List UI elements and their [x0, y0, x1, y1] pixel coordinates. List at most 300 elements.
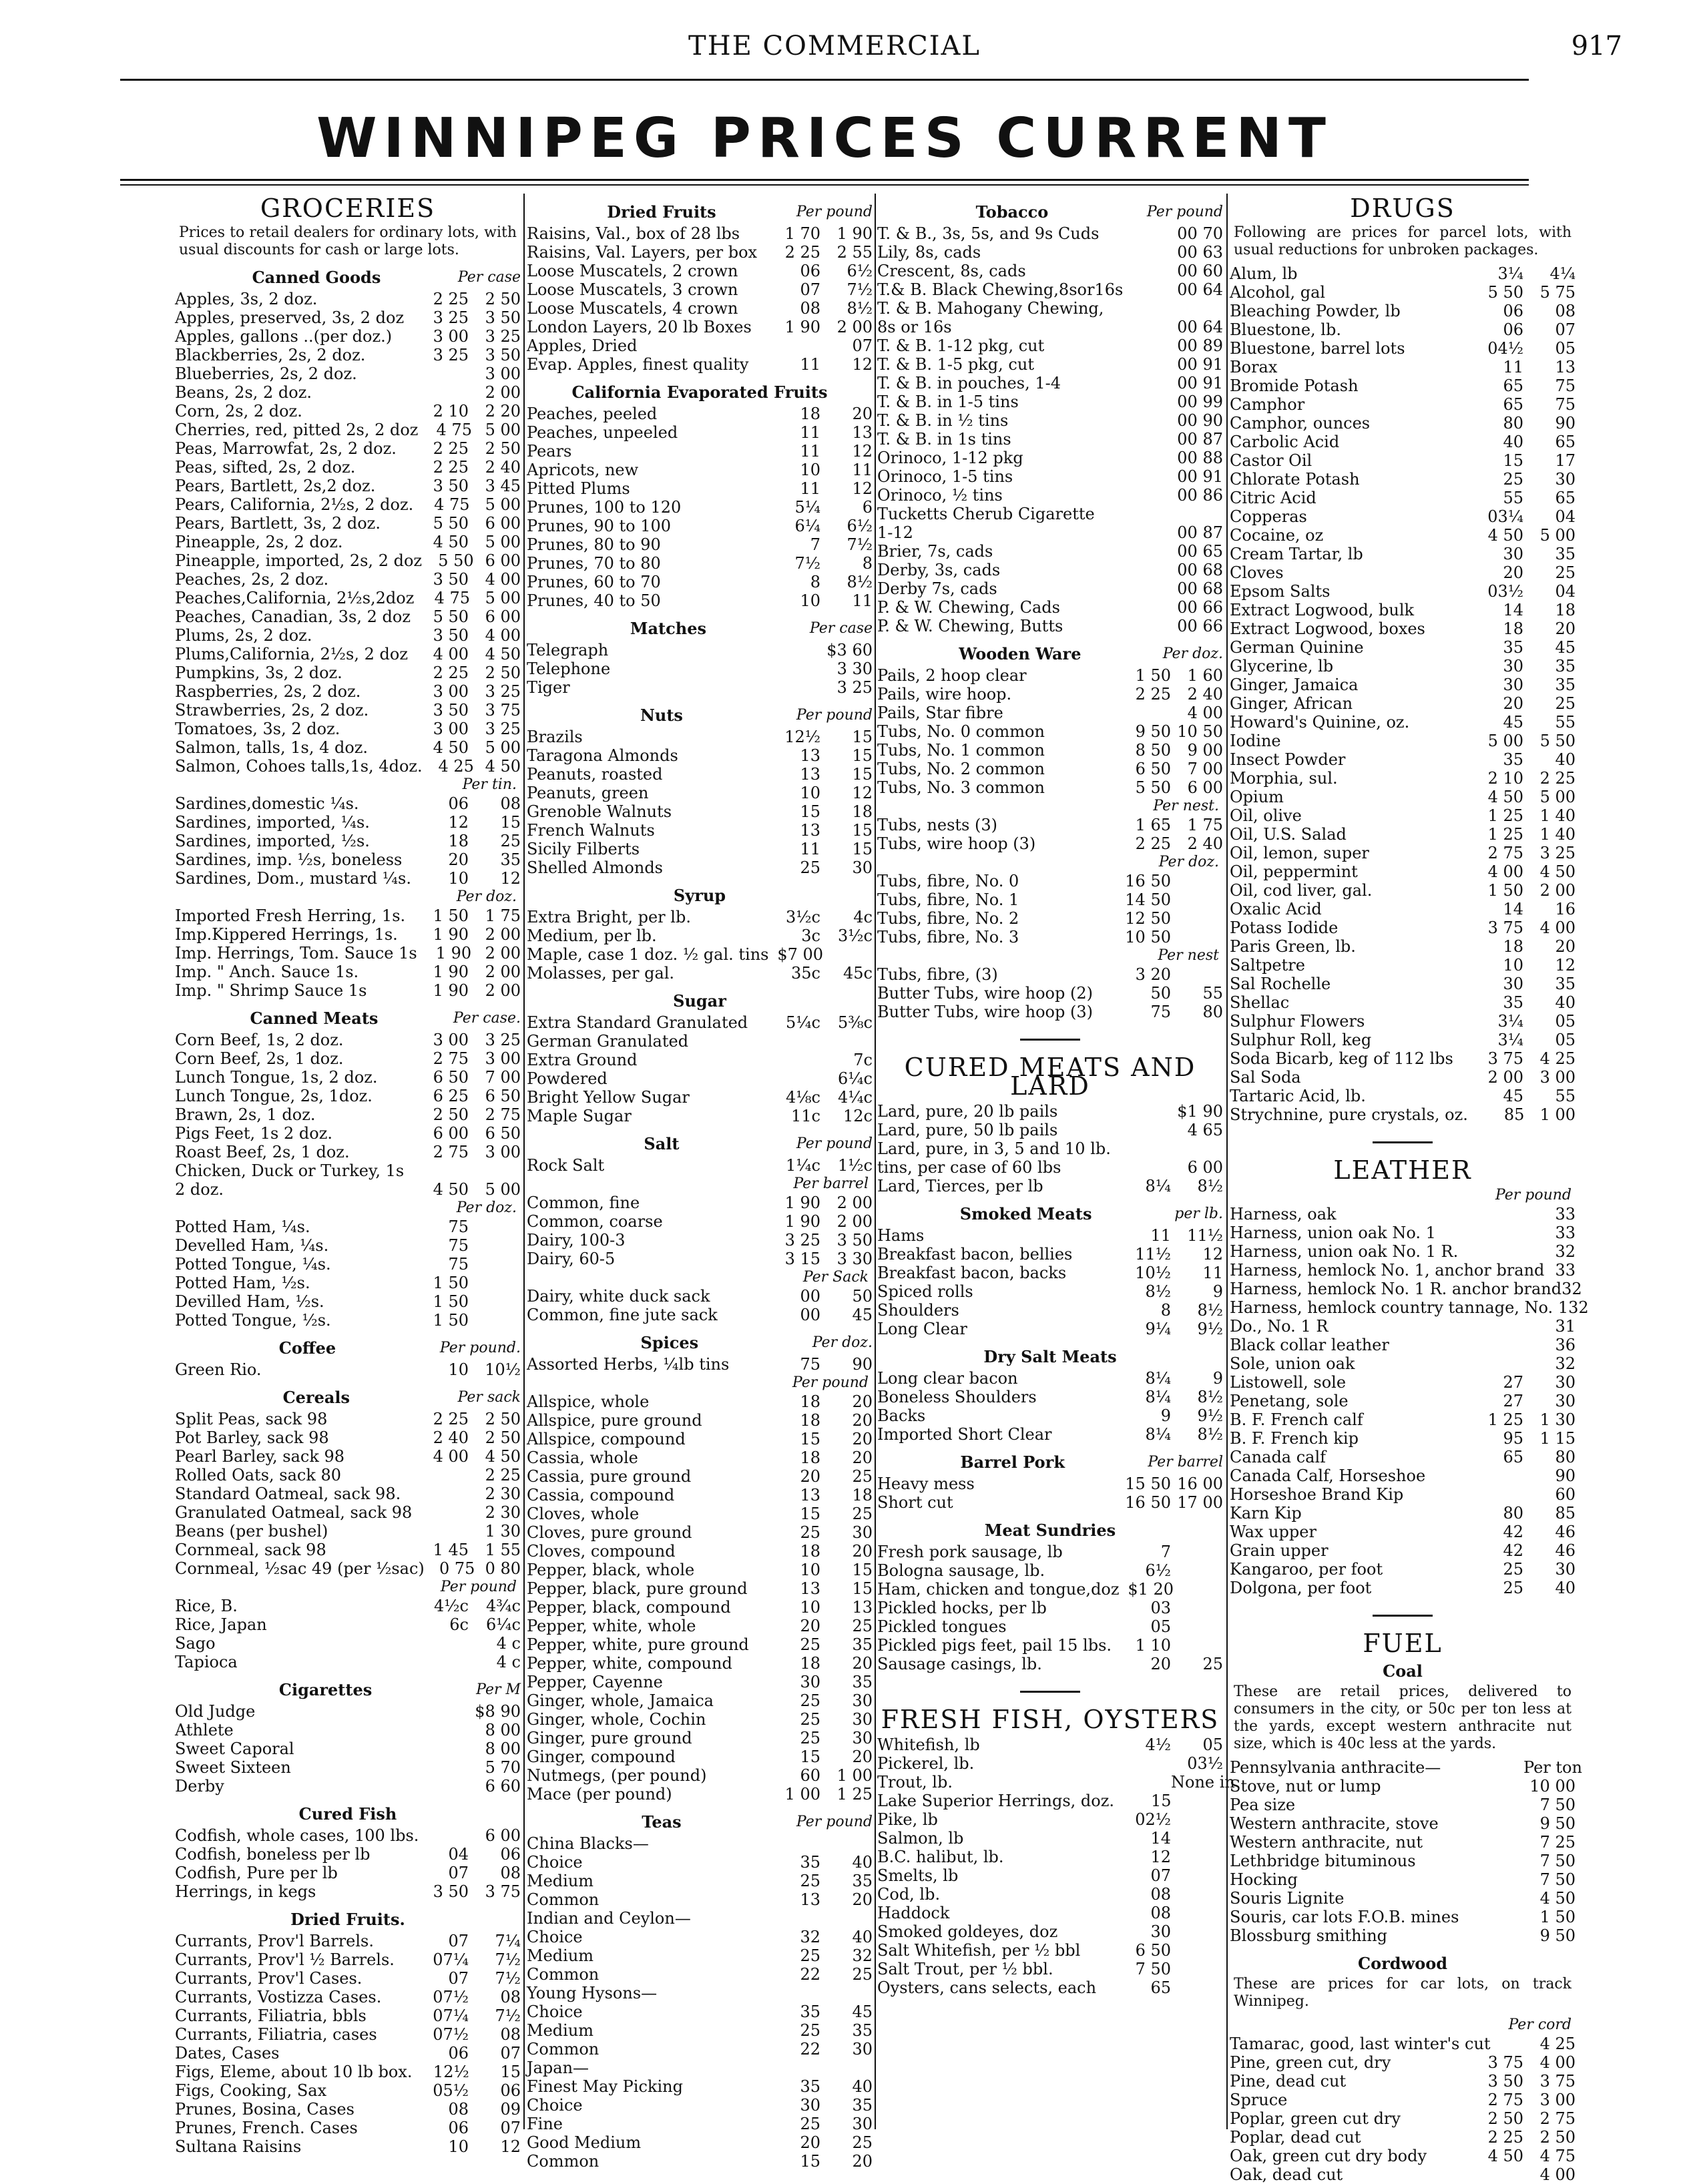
- price-high: 00 64: [1177, 280, 1223, 299]
- price-high: 46: [1555, 1541, 1576, 1560]
- price-low: 8½: [1145, 1282, 1171, 1301]
- price-low: 3 50: [433, 477, 469, 495]
- price-high: 09: [500, 2100, 521, 2119]
- price-low: 15: [800, 1430, 820, 1448]
- item-name: Sal Soda: [1230, 1068, 1301, 1087]
- price-high: 08: [500, 1988, 521, 2006]
- price-high: 8½: [1197, 1425, 1223, 1444]
- item-name: Granulated Oatmeal, sack 98: [175, 1503, 413, 1522]
- price-low: 2 40: [433, 1428, 469, 1447]
- price-row: [527, 2152, 873, 2171]
- price-row: [175, 1428, 521, 1447]
- section-heading: FRESH FISH, OYSTERS: [881, 1705, 1220, 1734]
- subsection-heading: [877, 1521, 1223, 1540]
- price-row: [877, 1810, 1223, 1829]
- price-low: 5 50: [438, 551, 474, 570]
- price-high: 7c: [853, 1051, 873, 1069]
- price-low: [1114, 336, 1171, 355]
- price-high: 25: [852, 2133, 873, 2152]
- price-row: [527, 2115, 873, 2133]
- item-name: Prunes, 90 to 100: [527, 517, 672, 535]
- item-name: Extract Logwood, boxes: [1230, 619, 1425, 638]
- item-name: Orinoco, 1-5 tins: [877, 467, 1013, 486]
- item-name: Morphia, sul.: [1230, 769, 1338, 788]
- price-low: 2 25: [433, 1410, 469, 1428]
- price-row: [527, 1430, 873, 1448]
- subsection-title: Dried Fruits.: [290, 1910, 405, 1929]
- price-low: [1466, 1870, 1523, 1889]
- price-row: [1230, 1410, 1576, 1429]
- price-high: [820, 1032, 873, 1051]
- price-high: 18: [1555, 601, 1576, 619]
- item-name: Medium: [527, 2021, 594, 2040]
- price-row: [175, 439, 521, 458]
- subsection-heading: [175, 1009, 521, 1028]
- price-high: 2 00: [485, 383, 521, 402]
- price-row: [1230, 283, 1576, 302]
- price-row: [175, 738, 521, 757]
- price-high: 2 20: [485, 402, 521, 421]
- subsection-heading: [527, 1334, 873, 1352]
- item-name: China Blacks—: [527, 1834, 649, 1853]
- price-high: [1171, 1848, 1223, 1866]
- price-row: [1230, 638, 1576, 657]
- price-high: 13: [852, 1598, 873, 1617]
- price-row: [527, 858, 873, 877]
- price-low: 1 25: [1487, 1410, 1523, 1429]
- price-row: [175, 533, 521, 551]
- item-name: Cod, lb.: [877, 1885, 941, 1904]
- price-row: [1230, 2072, 1576, 2091]
- item-name: Ginger, compound: [527, 1747, 676, 1766]
- item-name: Imp. " Anch. Sauce 1s.: [175, 963, 359, 981]
- price-row: [527, 1542, 873, 1561]
- item-name: Ginger, whole, Jamaica: [527, 1691, 714, 1710]
- price-low: 75: [448, 1217, 469, 1236]
- price-high: [1171, 1978, 1223, 1997]
- price-row: [175, 1988, 521, 2006]
- price-row: [1230, 1448, 1576, 1466]
- subsection-heading: [1230, 1954, 1576, 1973]
- price-low: 05½: [433, 2081, 469, 2100]
- price-high: 20: [852, 1747, 873, 1766]
- price-low: 6¼: [794, 517, 820, 535]
- price-low: 08: [448, 2100, 469, 2119]
- price-high: 3 25: [1539, 844, 1576, 862]
- price-high: 1 15: [1539, 1429, 1576, 1448]
- price-row: [877, 449, 1223, 467]
- item-name: Kangaroo, per foot: [1230, 1560, 1383, 1579]
- price-high: 12: [1555, 956, 1576, 975]
- item-name: Raisins, Val., box of 28 lbs: [527, 224, 740, 243]
- price-row: [527, 2002, 873, 2021]
- price-high: 36: [1555, 1336, 1576, 1354]
- price-high: [1171, 1885, 1223, 1904]
- price-low: 22: [800, 1965, 820, 1984]
- item-name: Rice, Japan: [175, 1615, 267, 1634]
- price-high: 45: [1555, 638, 1576, 657]
- price-row: [175, 1882, 521, 1901]
- price-low: 1 50: [433, 1292, 469, 1311]
- price-low: [1114, 1102, 1171, 1121]
- price-row: [527, 2096, 873, 2115]
- price-high: 32: [1555, 1242, 1576, 1261]
- price-high: 3 75: [485, 701, 521, 720]
- price-high: 25: [1202, 1655, 1223, 1673]
- price-row: [1230, 1261, 1576, 1280]
- item-name: Cherries, red, pitted 2s, 2 doz: [175, 421, 419, 439]
- price-row: [175, 1360, 521, 1379]
- item-name: Potted Ham, ¼s.: [175, 1217, 310, 1236]
- price-unit: Per pound: [796, 204, 873, 220]
- item-name: Sulphur Roll, keg: [1230, 1031, 1372, 1049]
- price-row: [1230, 1870, 1576, 1889]
- price-row: [175, 290, 521, 308]
- price-high: 33: [1555, 1223, 1576, 1242]
- price-low: 2 25: [433, 663, 469, 682]
- item-name: Bologna sausage, lb.: [877, 1561, 1045, 1580]
- item-name: Shoulders: [877, 1301, 959, 1320]
- price-high: 25: [500, 832, 521, 850]
- item-name: Tamarac, good, last winter's cut: [1230, 2034, 1491, 2053]
- price-row: [527, 1069, 873, 1088]
- price-row: [1230, 825, 1576, 844]
- price-row: [877, 984, 1223, 1003]
- price-row: [1230, 1012, 1576, 1031]
- item-name: Tubs, No. 1 common: [877, 741, 1045, 760]
- subsection-title: Meat Sundries: [984, 1521, 1116, 1540]
- price-low: [1114, 542, 1171, 561]
- subsection-heading: [175, 1388, 521, 1407]
- price-high: 2 25: [1539, 769, 1576, 788]
- price-row: [527, 2133, 873, 2152]
- item-name: Cassia, compound: [527, 1486, 675, 1505]
- price-row: [527, 1673, 873, 1691]
- item-name: Lard, pure, 20 lb pails: [877, 1102, 1058, 1121]
- item-name: Pine, dead cut: [1230, 2072, 1347, 2091]
- item-name: Breakfast bacon, backs: [877, 1264, 1067, 1282]
- price-high: 4 50: [485, 1447, 521, 1466]
- price-low: 2 25: [1135, 685, 1171, 704]
- price-row: [175, 1180, 521, 1199]
- item-name: Long Clear: [877, 1320, 967, 1338]
- item-name: Pennsylvania anthracite—: [1230, 1758, 1441, 1777]
- price-high: 30: [852, 1691, 873, 1710]
- price-high: $1 90: [1177, 1102, 1223, 1121]
- price-high: 4¼: [1549, 264, 1576, 283]
- price-high: 00 86: [1177, 486, 1223, 505]
- price-row: [527, 243, 873, 262]
- price-high: 75: [1555, 376, 1576, 395]
- item-name: Backs: [877, 1406, 926, 1425]
- item-name: Smoked goldeyes, doz: [877, 1922, 1058, 1941]
- price-row: [175, 421, 521, 439]
- price-high: 3 25: [485, 720, 521, 738]
- price-low: 45: [1503, 1087, 1523, 1105]
- price-row: [1230, 470, 1576, 489]
- price-high: 30: [1555, 1392, 1576, 1410]
- price-low: 11c: [791, 1107, 820, 1125]
- price-low: 4 00: [433, 645, 469, 663]
- price-low: 3 50: [433, 570, 469, 589]
- price-low: 3¼: [1497, 1012, 1523, 1031]
- price-high: [820, 1834, 873, 1853]
- item-name: Lunch Tongue, 1s, 2 doz.: [175, 1068, 378, 1087]
- item-name: Choice: [527, 2096, 583, 2115]
- price-high: 2 30: [485, 1484, 521, 1503]
- item-name: Imp. " Shrimp Sauce 1s: [175, 981, 367, 1000]
- price-low: 1 90: [433, 963, 469, 981]
- price-row: [527, 659, 873, 678]
- price-row: [1230, 975, 1576, 993]
- price-high: 35: [852, 2021, 873, 2040]
- item-name: Smelts, lb: [877, 1866, 959, 1885]
- price-high: 6 00: [485, 607, 521, 626]
- item-name: T. & B. in 1-5 tins: [877, 392, 1019, 411]
- price-high: 2 00: [836, 1212, 873, 1231]
- item-name: Lard, pure, 50 lb pails: [877, 1121, 1058, 1139]
- price-row: [877, 1369, 1223, 1388]
- price-low: 00: [800, 1287, 820, 1306]
- price-high: 8 00: [485, 1739, 521, 1758]
- item-name: Pails, wire hoop.: [877, 685, 1012, 704]
- price-low: [763, 1051, 820, 1069]
- item-name: Sardines,domestic ¼s.: [175, 794, 359, 813]
- item-name: Orinoco, 1-12 pkg: [877, 449, 1023, 467]
- item-name: Pepper, Cayenne: [527, 1673, 663, 1691]
- price-row: [527, 591, 873, 610]
- price-low: 18: [800, 404, 820, 423]
- price-row: [175, 2006, 521, 2025]
- price-row: [1230, 844, 1576, 862]
- price-high: 00 65: [1177, 542, 1223, 561]
- item-name: Pears, Bartlett, 2s,2 doz.: [175, 477, 376, 495]
- price-row: [175, 1255, 521, 1274]
- item-name: T. & B., 3s, 5s, and 9s Cuds: [877, 224, 1100, 243]
- price-high: [1171, 928, 1223, 946]
- item-name: Standard Oatmeal, sack 98.: [175, 1484, 401, 1503]
- price-low: [763, 2059, 820, 2077]
- price-row: [877, 741, 1223, 760]
- price-low: [763, 678, 820, 697]
- price-low: 13: [800, 1890, 820, 1909]
- price-row: [1230, 2034, 1576, 2053]
- price-low: 13: [800, 765, 820, 784]
- price-high: 3 50: [485, 308, 521, 327]
- item-name: 1-12: [877, 523, 913, 542]
- price-unit: Per M: [476, 1681, 521, 1698]
- price-low: 3 25: [433, 346, 469, 364]
- item-name: Bleaching Powder, lb: [1230, 302, 1401, 320]
- price-columns: [175, 194, 1589, 2184]
- item-name: Pitted Plums: [527, 479, 630, 498]
- item-name: Potted Tongue, ¼s.: [175, 1255, 331, 1274]
- price-row: [175, 1653, 521, 1671]
- item-name: Prunes, 40 to 50: [527, 591, 661, 610]
- price-high: 5 00: [485, 1180, 521, 1199]
- price-high: [1171, 1866, 1223, 1885]
- price-high: 7 25: [1539, 1833, 1576, 1852]
- price-row: [527, 573, 873, 591]
- price-row: [527, 1231, 873, 1250]
- price-row: [1230, 619, 1576, 638]
- price-row: [175, 963, 521, 981]
- price-row: [877, 374, 1223, 392]
- price-high: 12: [852, 442, 873, 461]
- item-name: Do., No. 1 R: [1230, 1317, 1329, 1336]
- price-row: [1230, 1049, 1576, 1068]
- price-row: [527, 1051, 873, 1069]
- price-unit: Per nest.: [1153, 798, 1219, 814]
- item-name: Shellac: [1230, 993, 1290, 1012]
- price-row: [175, 813, 521, 832]
- price-low: 13: [800, 746, 820, 765]
- subsection-title: Cured Fish: [298, 1804, 397, 1824]
- item-name: Old Judge: [175, 1702, 256, 1721]
- price-low: 42: [1503, 1541, 1523, 1560]
- price-low: 1 90: [784, 1193, 820, 1212]
- price-high: 35: [1555, 675, 1576, 694]
- item-name: Choice: [527, 2002, 583, 2021]
- price-row: [1230, 1504, 1576, 1523]
- price-row: [175, 477, 521, 495]
- price-low: 3 50: [433, 701, 469, 720]
- item-name: Grain upper: [1230, 1541, 1329, 1560]
- price-high: 00 91: [1177, 467, 1223, 486]
- price-high: 2 00: [1539, 881, 1576, 900]
- item-name: 8s or 16s: [877, 318, 952, 336]
- price-high: 8½: [1197, 1388, 1223, 1406]
- item-name: Currants, Filiatria, bbls: [175, 2006, 367, 2025]
- price-high: 20: [852, 1542, 873, 1561]
- price-low: 25: [800, 858, 820, 877]
- price-unit: Per pound: [796, 1135, 873, 1152]
- price-row: [1230, 489, 1576, 507]
- price-unit: Per Sack: [802, 1269, 869, 1286]
- header-rule: [120, 79, 1529, 81]
- item-name: Prunes, 80 to 90: [527, 535, 661, 554]
- price-row: [527, 1654, 873, 1673]
- price-high: 3 00: [1539, 2091, 1576, 2109]
- item-name: Glycerine, lb: [1230, 657, 1334, 675]
- price-high: 8: [862, 554, 873, 573]
- item-name: Saltpetre: [1230, 956, 1305, 975]
- item-name: Ham, chicken and tongue,doz: [877, 1580, 1120, 1599]
- price-row: [877, 834, 1223, 853]
- price-low: [411, 1161, 469, 1180]
- price-row: [1230, 1242, 1576, 1261]
- price-high: 33: [1555, 1205, 1576, 1223]
- item-name: Western anthracite, stove: [1230, 1814, 1439, 1833]
- price-unit: Per case: [457, 269, 521, 286]
- price-low: 3¼: [1497, 264, 1523, 283]
- price-low: 5 50: [1487, 283, 1523, 302]
- item-name: Horseshoe Brand Kip: [1230, 1485, 1404, 1504]
- item-name: Common, fine jute sack: [527, 1306, 718, 1324]
- price-high: 00 87: [1177, 430, 1223, 449]
- item-name: Butter Tubs, wire hoop (2): [877, 984, 1093, 1003]
- item-name: Peaches, Canadian, 3s, 2 doz: [175, 607, 411, 626]
- item-name: Pears, California, 2½s, 2 doz.: [175, 495, 414, 514]
- price-row: [1230, 900, 1576, 918]
- price-high: 8½: [1197, 1177, 1223, 1195]
- price-low: 8: [810, 573, 820, 591]
- price-row: [175, 1826, 521, 1845]
- price-unit: Per tin.: [462, 776, 517, 793]
- price-low: 3 00: [433, 327, 469, 346]
- price-low: 06: [448, 2044, 469, 2063]
- item-name: Ginger, African: [1230, 694, 1353, 713]
- price-low: 22: [800, 2040, 820, 2059]
- item-name: Pickled hocks, per lb: [877, 1599, 1047, 1617]
- price-high: [1171, 1810, 1223, 1829]
- price-row: [1230, 2147, 1576, 2165]
- item-name: Harness, hemlock No. 1, anchor brand: [1230, 1261, 1545, 1280]
- price-row: [1230, 1926, 1576, 1945]
- price-low: 07½: [433, 2025, 469, 2044]
- item-name: Harness, union oak No. 1: [1230, 1223, 1436, 1242]
- price-high: 4 00: [1539, 918, 1576, 937]
- price-high: 08: [500, 1864, 521, 1882]
- item-name: Beans, 2s, 2 doz.: [175, 383, 312, 402]
- item-name: Cornmeal, ½sac 49 (per ½sac): [175, 1559, 425, 1578]
- item-name: Dairy, 100-3: [527, 1231, 626, 1250]
- price-low: 16 50: [1125, 1493, 1171, 1512]
- price-high: 9 50: [1539, 1814, 1576, 1833]
- price-row: [1230, 1373, 1576, 1392]
- item-name: Chlorate Potash: [1230, 470, 1360, 489]
- price-low: 5¼: [794, 498, 820, 517]
- price-high: 1 25: [836, 1785, 873, 1804]
- price-low: [1466, 1814, 1523, 1833]
- item-name: Alcohol, gal: [1230, 283, 1326, 302]
- price-row: [175, 1484, 521, 1503]
- price-low: 5 50: [433, 514, 469, 533]
- price-high: 30: [852, 2115, 873, 2133]
- price-row: [175, 2100, 521, 2119]
- price-low: 2 25: [784, 243, 820, 262]
- price-row: [527, 1946, 873, 1965]
- price-high: 30: [852, 1729, 873, 1747]
- price-high: 20: [852, 404, 873, 423]
- item-name: Sultana Raisins: [175, 2137, 302, 2156]
- item-name: T. & B. in 1s tins: [877, 430, 1011, 449]
- price-high: $3 60: [826, 641, 873, 659]
- price-high: 35: [1555, 545, 1576, 563]
- price-low: 2 25: [1135, 834, 1171, 853]
- item-name: Hams: [877, 1226, 925, 1245]
- item-name: Lard, Tierces, per lb: [877, 1177, 1043, 1195]
- item-name: Pepper, white, compound: [527, 1654, 732, 1673]
- price-high: 5 00: [485, 738, 521, 757]
- price-high: 7 00: [1187, 760, 1223, 778]
- price-row: [527, 1617, 873, 1635]
- section-separator: [1020, 1039, 1080, 1041]
- subsection-title: Cigarettes: [278, 1680, 373, 1699]
- subsection-heading: [1230, 1662, 1576, 1681]
- price-row: [527, 641, 873, 659]
- item-name: Spiced rolls: [877, 1282, 973, 1301]
- price-low: 3 75: [1487, 1049, 1523, 1068]
- item-name: Choice: [527, 1928, 583, 1946]
- price-low: 4½: [1145, 1735, 1171, 1754]
- item-name: Peaches,California, 2½s,2doz: [175, 589, 415, 607]
- price-high: 30: [852, 1710, 873, 1729]
- price-low: 11: [1150, 1226, 1171, 1245]
- item-name: Prunes, Bosina, Cases: [175, 2100, 354, 2119]
- item-name: Heavy mess: [877, 1474, 975, 1493]
- price-high: 33: [1555, 1261, 1576, 1280]
